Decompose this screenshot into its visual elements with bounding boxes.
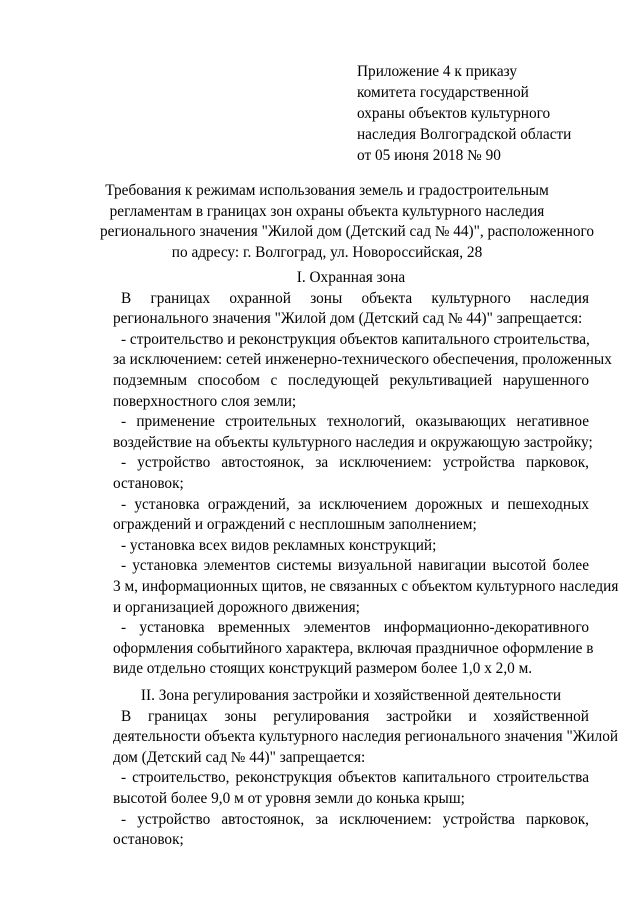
body-line: высотой более 9,0 м от уровня земли до конька крыш; (113, 789, 465, 807)
body-line: - строительство и реконструкция объектов капитального строительства, (121, 330, 590, 348)
section-body (113, 707, 619, 851)
title-line: по адресу: г. Волгоград, ул. Новороссийская, 28 (171, 243, 483, 261)
body-line: - установка временных элементов информационно-декоративного (121, 619, 589, 637)
title-line: регламентам в границах зон охраны объекта культурного наследия (109, 202, 545, 220)
section-protection-zone (113, 268, 619, 680)
body-line: подземным способом с последующей рекультивацией нарушенного (113, 371, 589, 389)
section-heading: II. Зона регулирования застройки и хозяйственной деятельности (140, 687, 562, 704)
appendix-line: комитета государственной (357, 84, 529, 101)
body-line: - применение строительных технологий, оказывающих негативное (121, 413, 589, 431)
body-line: В границах охранной зоны объекта культурного наследия (121, 289, 589, 307)
body-line: за исключением: сетей инженерно-технического обеспечения, проложенных (113, 351, 612, 369)
appendix-line: охраны объектов культурного (357, 105, 551, 122)
body-line: оформления событийного характера, включая праздничное оформление в (113, 639, 594, 657)
body-line: остановок; (113, 831, 184, 849)
body-line: ограждений и ограждений с несплошным заполнением; (113, 516, 477, 534)
body-line: - установка ограждений, за исключением дорожных и пешеходных (121, 495, 589, 513)
body-line: остановок; (113, 474, 184, 492)
body-line: воздействие на объекты культурного наследия и окружающую застройку; (113, 433, 593, 451)
body-line: виде отдельно стоящих конструкций размером более 1,0 х 2,0 м. (113, 660, 533, 678)
body-line: В границах зоны регулирования застройки и хозяйственной (121, 707, 589, 725)
body-line: и организацией дорожного движения; (113, 598, 360, 616)
appendix-line: Приложение 4 к приказу (357, 63, 518, 80)
title-line: регионального значения "Жилой дом (Детский сад № 44)", расположенного (100, 223, 595, 240)
body-line: дом (Детский сад № 44)" запрещается: (113, 748, 366, 766)
body-line: - строительство, реконструкция объектов капитального строительства (121, 769, 589, 787)
body-line: 3 м, информационных щитов, не связанных с объектом культурного наследия (113, 577, 619, 595)
section-heading: I. Охранная зона (296, 269, 406, 286)
appendix-line: от 05 июня 2018 № 90 (357, 147, 501, 164)
body-line: - устройство автостоянок, за исключением: устройства парковок, (121, 810, 589, 828)
section-regulation-zone (113, 686, 619, 851)
body-line: - установка элементов системы визуальной навигации высотой более (121, 557, 589, 575)
document-title (100, 181, 595, 263)
section-body (113, 289, 619, 680)
body-line: - установка всех видов рекламных конструкций; (121, 536, 437, 554)
body-line: деятельности объекта культурного наследия регионального значения "Жилой (113, 728, 619, 746)
body-line: регионального значения "Жилой дом (Детский сад № 44)" запрещается: (113, 310, 583, 328)
appendix-block (357, 61, 607, 166)
body-line: поверхностного слоя земли; (113, 392, 297, 410)
appendix-line: наследия Волгоградской области (357, 126, 572, 143)
title-line: Требования к режимам использования земель и градостроительным (105, 182, 549, 199)
body-line: - устройство автостоянок, за исключением: устройства парковок, (121, 454, 589, 472)
